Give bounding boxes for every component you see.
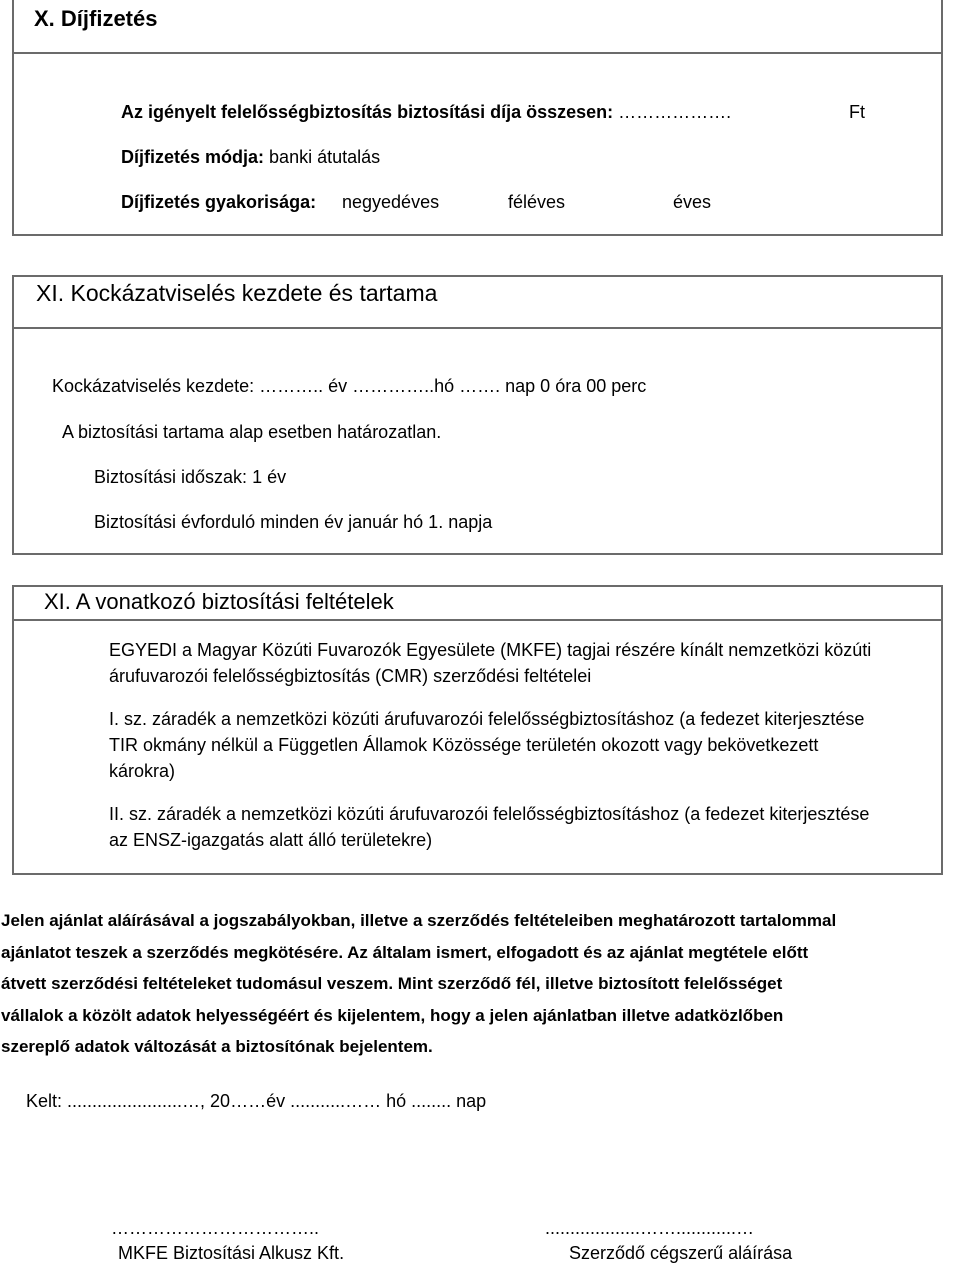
anniversary-line: Biztosítási évforduló minden év január hó 1. napja <box>94 512 493 532</box>
terms-line: EGYEDI a Magyar Közúti Fuvarozók Egyesülete (MKFE) tagjai részére kínált nemzetközi közúti <box>109 640 872 660</box>
broker-signature-dots: …………………………….. <box>111 1218 320 1238</box>
frequency-option-annual[interactable]: éves <box>673 192 712 212</box>
section-x-divider <box>12 52 943 54</box>
terms-line: árufuvarozói felelősségbiztosítás (CMR) szerződési feltételei <box>109 666 592 686</box>
section-xi-terms-divider <box>12 619 943 621</box>
premium-unit: Ft <box>849 102 865 122</box>
declaration-line: ajánlatot teszek a szerződés megkötésére. Az általam ismert, elfogadott és az ajánlat megtétele előtt <box>1 942 809 962</box>
terms-paragraph-3 <box>109 801 869 853</box>
duration-line: A biztosítási tartama alap esetben határozatlan. <box>62 422 442 442</box>
terms-line: II. sz. záradék a nemzetközi közúti árufuvarozói felelősségbiztosításhoz (a fedezet kiterjesztése <box>109 804 870 824</box>
section-xi-start-title: XI. Kockázatviselés kezdete és tartama <box>36 280 438 306</box>
terms-paragraph-2 <box>109 706 864 784</box>
declaration-line: átvett szerződési feltételeket tudomásul veszem. Mint szerződő fél, illetve biztosított felelősséget <box>1 974 783 993</box>
broker-signature-label: MKFE Biztosítási Alkusz Kft. <box>118 1243 345 1263</box>
payment-frequency-label: Díjfizetés gyakorisága: <box>121 192 317 212</box>
payment-method-value: banki átutalás <box>269 147 381 167</box>
frequency-option-semiannual[interactable]: féléves <box>508 192 566 212</box>
risk-start-line: Kockázatviselés kezdete: ……….. év …………..hó ……. nap 0 óra 00 perc <box>52 376 647 396</box>
premium-dots: ………………. <box>618 102 732 122</box>
frequency-option-quarterly[interactable]: negyedéves <box>342 192 440 212</box>
declaration-line: vállalok a közölt adatok helyességéért és kijelentem, hogy a jelen ajánlatban illetve adatközlőben <box>1 1005 784 1025</box>
terms-paragraph-1 <box>109 637 871 689</box>
terms-line: károkra) <box>109 761 176 781</box>
premium-row <box>121 101 731 123</box>
terms-line: TIR okmány nélkül a Független Államok Közössége területén okozott vagy bekövetkezett <box>109 735 819 755</box>
payment-method-row <box>121 146 380 168</box>
premium-label: Az igényelt felelősségbiztosítás biztosítási díja összesen: <box>121 102 614 122</box>
contractor-signature-label: Szerződő cégszerű aláírása <box>569 1243 793 1263</box>
declaration-line: szereplő adatok változását a biztosítónak bejelentem. <box>1 1037 433 1056</box>
kelt-line: Kelt: .......................…, 20……év ...........…… hó ........ nap <box>26 1091 487 1111</box>
section-x-title: X. Díjfizetés <box>34 6 158 31</box>
insurance-period-line: Biztosítási időszak: 1 év <box>94 467 287 487</box>
contractor-signature-dots: ...................……............… <box>545 1218 755 1238</box>
section-xi-terms-title: XI. A vonatkozó biztosítási feltételek <box>44 589 394 614</box>
section-xi-start-divider <box>12 327 943 329</box>
payment-method-label: Díjfizetés módja: <box>121 147 265 167</box>
terms-line: I. sz. záradék a nemzetközi közúti árufuvarozói felelősségbiztosításhoz (a fedezet kiterjesztése <box>109 709 865 729</box>
declaration-paragraph <box>1 905 960 1063</box>
terms-line: az ENSZ-igazgatás alatt álló területekre) <box>109 830 433 850</box>
declaration-line: Jelen ajánlat aláírásával a jogszabályokban, illetve a szerződés feltételeiben meghatározott tartalommal <box>1 911 837 930</box>
